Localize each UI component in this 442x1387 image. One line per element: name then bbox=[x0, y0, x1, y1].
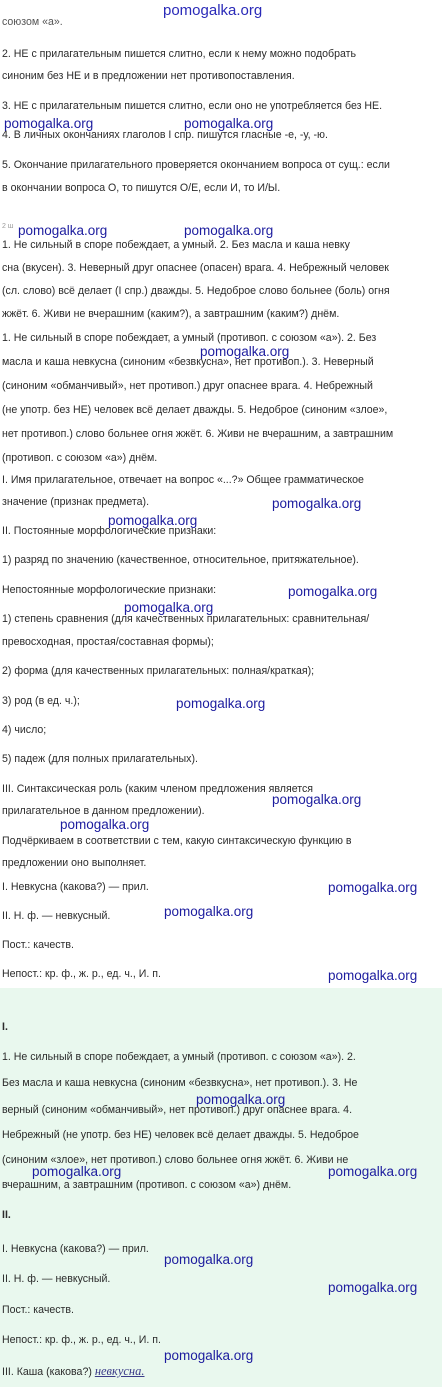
analysis-line: III. Синтаксическая роль (каким членом предложения является bbox=[2, 783, 314, 795]
analysis-line: значение (признак предмета). bbox=[2, 496, 150, 508]
analysis-line: Подчёркиваем в соответствии с тем, какую синтаксическую функцию в bbox=[2, 835, 352, 847]
analysis-line: Пост.: качеств. bbox=[2, 939, 74, 951]
analysis-line: Непостоянные морфологические признаки: bbox=[2, 584, 217, 596]
analysis-line: I. Невкусна (какова?) — прил. bbox=[2, 881, 149, 893]
analysis-line: превосходная, простая/составная формы); bbox=[2, 636, 214, 648]
watermark: pomogalka.org bbox=[272, 496, 362, 511]
small-mark: 2 ш bbox=[2, 223, 14, 230]
answer-line: Небрежный (не употр. без НЕ) человек всё делает дважды. 5. Недоброе bbox=[2, 1129, 359, 1141]
watermark: pomogalka.org bbox=[163, 2, 263, 19]
rule-line: синоним без НЕ и в предложении нет противопоставления. bbox=[2, 70, 295, 82]
analysis-line: II. Н. ф. — невкусный. bbox=[2, 910, 111, 922]
rule-line: 3. НЕ с прилагательным пишется слитно, если оно не употребляется без НЕ. bbox=[2, 100, 383, 112]
explained-line: (синоним «обманчивый», нет противоп.) друг опаснее врага. 4. Небрежный bbox=[2, 380, 373, 392]
watermark: pomogalka.org bbox=[328, 1280, 418, 1295]
rule-line: 5. Окончание прилагательного проверяется окончанием вопроса от сущ.: если bbox=[2, 159, 390, 171]
watermark: pomogalka.org bbox=[176, 696, 266, 711]
watermark: pomogalka.org bbox=[60, 817, 150, 832]
watermark: pomogalka.org bbox=[288, 584, 378, 599]
watermark: pomogalka.org bbox=[328, 880, 418, 895]
rule-line: союзом «а». bbox=[2, 16, 63, 28]
watermark: pomogalka.org bbox=[124, 600, 214, 615]
answer-line: Без масла и каша невкусна (синоним «безвкусна», нет противоп.). 3. Не bbox=[2, 1077, 358, 1089]
answer-line: 1. Не сильный в споре побеждает, а умный (противоп. с союзом «а»). 2. bbox=[2, 1051, 356, 1063]
example-line: (сл. слово) всё делает (I спр.) дважды. 5. Недоброе слово больнее (боль) огня bbox=[2, 285, 390, 297]
rule-line: 2. НЕ с прилагательным пишется слитно, если к нему можно подобрать bbox=[2, 48, 357, 60]
watermark: pomogalka.org bbox=[108, 513, 198, 528]
watermark: pomogalka.org bbox=[200, 344, 290, 359]
analysis-line: 1) степень сравнения (для качественных прилагательных: сравнительная/ bbox=[2, 613, 370, 625]
analysis-line: предложении оно выполняет. bbox=[2, 857, 147, 869]
watermark: pomogalka.org bbox=[184, 116, 274, 131]
answer-line: вчерашним, а завтрашним (противоп. с союзом «а») днём. bbox=[2, 1179, 292, 1191]
rule-line: в окончании вопроса О, то пишутся О/Е, если И, то И/Ы. bbox=[2, 182, 281, 194]
explained-line: (противоп. с союзом «а») днём. bbox=[2, 452, 158, 464]
answer-analysis-line: II. Н. ф. — невкусный. bbox=[2, 1273, 111, 1285]
answer-analysis-line bbox=[2, 1362, 440, 1381]
example-line: жжёт. 6. Живи не вчерашним (каким?), а завтрашним (каким?) днём. bbox=[2, 308, 340, 320]
explained-line: (не употр. без НЕ) человек всё делает дважды. 5. Недоброе (синоним «злое», bbox=[2, 404, 388, 416]
rule-line: 4. В личных окончаниях глаголов I спр. пишутся гласные -е, -у, -ю. bbox=[2, 129, 328, 141]
watermark: pomogalka.org bbox=[328, 1164, 418, 1179]
watermark: pomogalka.org bbox=[184, 223, 274, 238]
example-line: сна (вкусен). 3. Неверный друг опаснее (опасен) врага. 4. Небрежный человек bbox=[2, 262, 389, 274]
analysis-line: I. Имя прилагательное, отвечает на вопрос «...?» Общее грамматическое bbox=[2, 474, 364, 486]
handwritten-word: невкусна. bbox=[94, 1364, 145, 1378]
analysis-line: 2) форма (для качественных прилагательных: полная/краткая); bbox=[2, 665, 315, 677]
answer-line: верный (синоним «обманчивый», нет противоп.) друг опаснее врага. 4. bbox=[2, 1104, 353, 1116]
analysis-line: 4) число; bbox=[2, 724, 47, 736]
watermark: pomogalka.org bbox=[18, 223, 108, 238]
example-line: 1. Не сильный в споре побеждает, а умный. 2. Без масла и каша невку bbox=[2, 239, 350, 251]
watermark: pomogalka.org bbox=[164, 904, 254, 919]
explained-line: 1. Не сильный в споре побеждает, а умный (противоп. с союзом «а»). 2. Без bbox=[2, 332, 377, 344]
answer-text: III. Каша (какова?) bbox=[2, 1366, 95, 1378]
answer-analysis-line: Непост.: кр. ф., ж. р., ед. ч., И. п. bbox=[2, 1334, 161, 1346]
section-roman: I. bbox=[2, 1021, 8, 1033]
analysis-line: 3) род (в ед. ч.); bbox=[2, 695, 80, 707]
analysis-line: 1) разряд по значению (качественное, относительное, притяжательное). bbox=[2, 554, 359, 566]
watermark: pomogalka.org bbox=[328, 968, 418, 983]
watermark: pomogalka.org bbox=[272, 792, 362, 807]
watermark: pomogalka.org bbox=[4, 116, 94, 131]
answer-line: (синоним «злое», нет противоп.) слово больнее огня жжёт. 6. Живи не bbox=[2, 1154, 349, 1166]
explained-line: масла и каша невкусна (синоним «безвкусна», нет противоп.). 3. Неверный bbox=[2, 356, 374, 368]
analysis-line: 5) падеж (для полных прилагательных). bbox=[2, 753, 198, 765]
analysis-line: Непост.: кр. ф., ж. р., ед. ч., И. п. bbox=[2, 968, 161, 980]
section-roman: II. bbox=[2, 1209, 11, 1221]
analysis-line: II. Постоянные морфологические признаки: bbox=[2, 525, 217, 537]
answer-analysis-line: I. Невкусна (какова?) — прил. bbox=[2, 1243, 149, 1255]
watermark: pomogalka.org bbox=[164, 1348, 254, 1363]
watermark: pomogalka.org bbox=[196, 1092, 286, 1107]
explained-line: нет противоп.) слово больнее огня жжёт. 6. Живи не вчерашним, а завтрашним bbox=[2, 428, 394, 440]
analysis-line: прилагательное в данном предложении). bbox=[2, 805, 205, 817]
answer-analysis-line: Пост.: качеств. bbox=[2, 1304, 74, 1316]
watermark: pomogalka.org bbox=[164, 1252, 254, 1267]
watermark: pomogalka.org bbox=[32, 1164, 122, 1179]
